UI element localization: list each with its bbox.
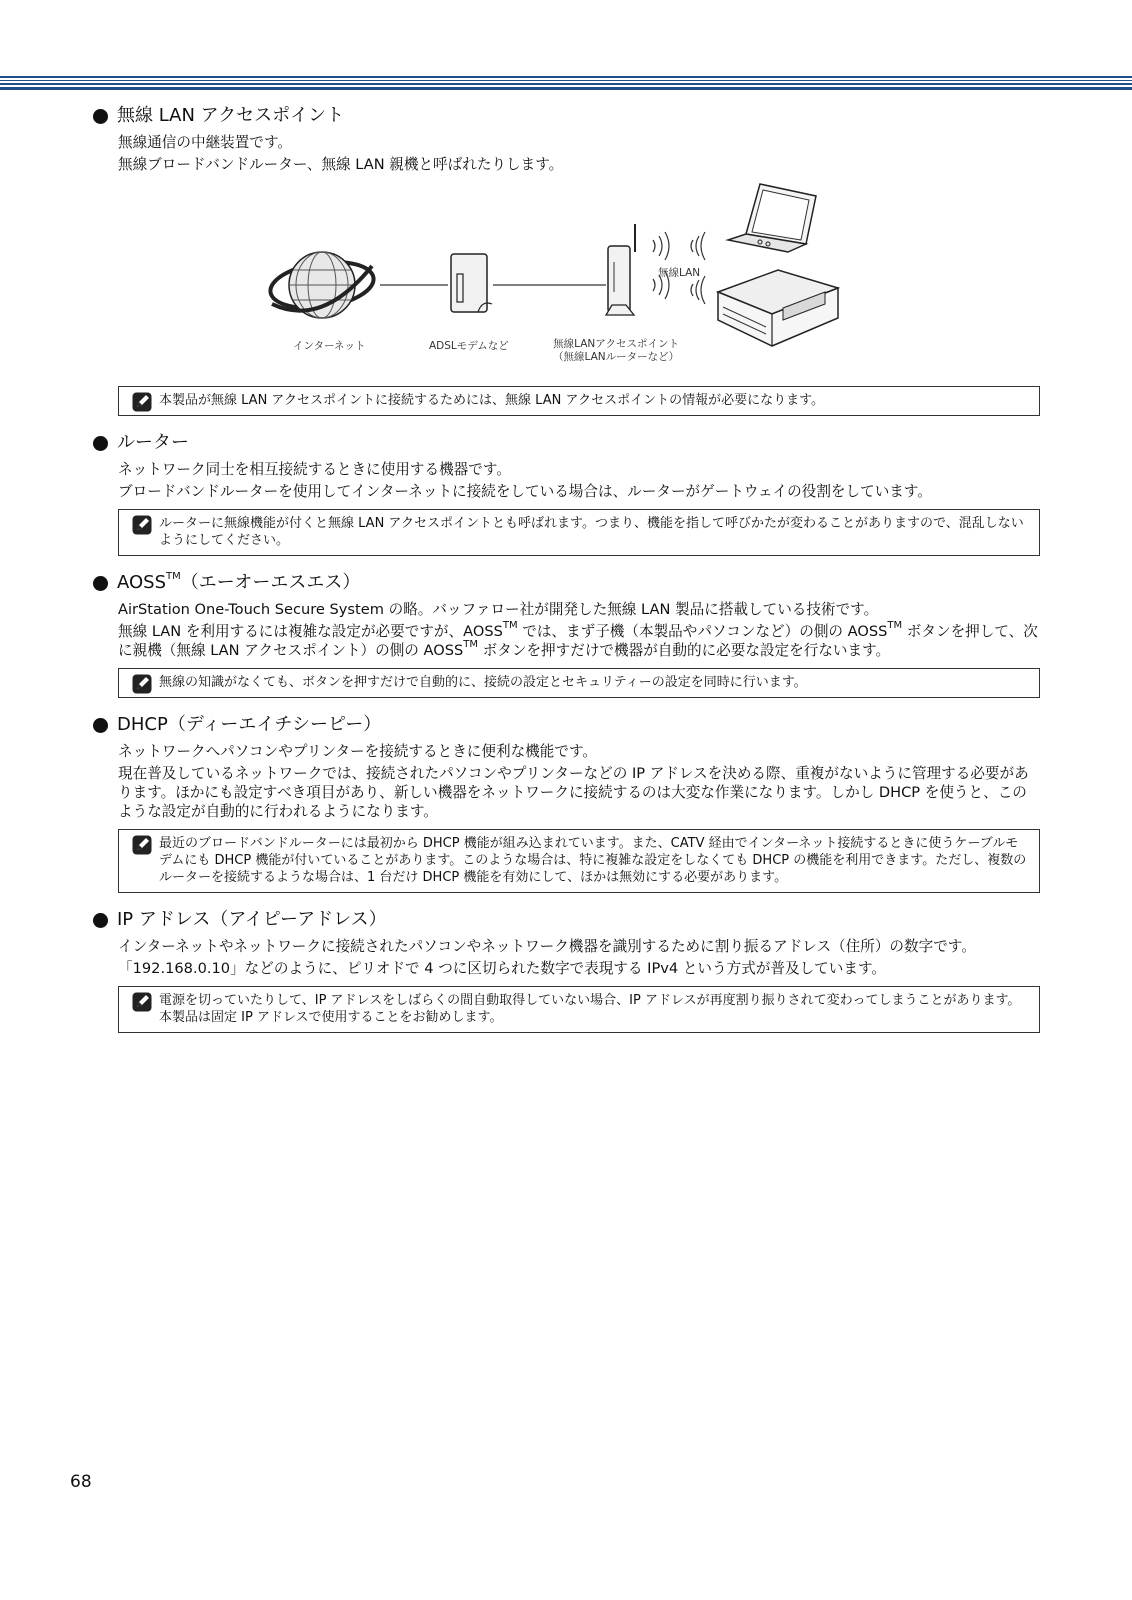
body-line: 無線ブロードバンドルーター、無線 LAN 親機と呼ばれたりします。	[118, 156, 564, 173]
heading-text: ルーター	[117, 432, 189, 453]
body-line: AirStation One-Touch Secure System の略。バッファロー社が開発した無線 LAN 製品に搭載している技術です。	[118, 601, 879, 618]
note-text: 本製品が無線 LAN アクセスポイントに接続するためには、無線 LAN アクセスポイントの情報が必要になります。	[159, 393, 825, 408]
body-line: 無線通信の中継装置です。	[118, 134, 292, 151]
trademark-mark: TM	[463, 639, 479, 651]
bullet-icon	[93, 718, 108, 733]
note-box	[118, 829, 1040, 893]
note-box	[118, 386, 1040, 416]
section-aoss	[93, 570, 1040, 698]
section-body	[118, 937, 1040, 978]
heading-text	[117, 570, 360, 596]
bullet-icon	[93, 109, 108, 124]
heading-aoss: AOSS	[117, 572, 167, 593]
note-text: 無線の知識がなくても、ボタンを押すだけで自動的に、接続の設定とセキュリティーの設定を同時に行います。	[159, 675, 807, 690]
section-ip-address	[93, 907, 1040, 1033]
note-pencil-icon	[132, 835, 152, 855]
note-text: ルーターに無線機能が付くと無線 LAN アクセスポイントとも呼ばれます。つまり、機能を指して呼びかたが変わることがありますので、混乱しないようにしてください。	[159, 516, 1024, 548]
text-run: 無線 LAN を利用するには複雑な設定が必要ですが、AOSS	[118, 623, 503, 640]
heading-text: 無線 LAN アクセスポイント	[117, 105, 345, 126]
note-text: 電源を切っていたりして、IP アドレスをしばらくの間自動取得していない場合、IP アドレスが再度割り振りされて変わってしまうことがあります。本製品は固定 IP アドレスで使用することをお勧めします。	[159, 993, 1021, 1025]
note-box	[118, 668, 1040, 698]
section-dhcp	[93, 712, 1040, 893]
trademark-mark: TM	[502, 620, 518, 632]
body-line: 現在普及しているネットワークでは、接続されたパソコンやプリンターなどの IP アドレスを決める際、重複がないように管理する必要があります。ほかにも設定すべき項目があり、新しい機器をネットワークに接続するのは大変な作業になります。しかし DHCP を使うと、このような設定が自動的に行われるようになります。	[118, 765, 1029, 820]
section-router	[93, 430, 1040, 556]
bullet-icon	[93, 576, 108, 591]
header-rule	[0, 76, 1132, 90]
note-box	[118, 986, 1040, 1033]
note-pencil-icon	[132, 674, 152, 694]
text-run: では、まず子機（本製品やパソコンなど）の側の AOSS	[517, 623, 888, 640]
note-pencil-icon	[132, 392, 152, 412]
page-number: 68	[70, 1472, 92, 1492]
body-line: インターネットやネットワークに接続されたパソコンやネットワーク機器を識別するために割り振るアドレス（住所）の数字です。	[118, 938, 976, 955]
body-line: ブロードバンドルーターを使用してインターネットに接続をしている場合は、ルーターがゲートウェイの役割をしています。	[118, 483, 932, 500]
text-run: ボタンを押すだけで機器が自動的に必要な設定を行ないます。	[478, 642, 891, 659]
section-body	[118, 133, 1040, 174]
page-content	[93, 103, 1040, 1047]
bullet-icon	[93, 436, 108, 451]
section-heading	[93, 570, 1040, 596]
note-pencil-icon	[132, 515, 152, 535]
modem-icon	[451, 254, 492, 312]
section-body	[118, 460, 1040, 501]
text-run: ボタンを押して、次に親機（無線 LAN アクセスポイント）の側の AOSS	[118, 623, 1038, 659]
section-wireless-ap	[93, 103, 1040, 416]
printer-icon	[718, 270, 838, 346]
note-text: 最近のブロードバンドルーターには最初から DHCP 機能が組み込まれています。また、CATV 経由でインターネット接続するときに使うケーブルモデムにも DHCP 機能が付いていることがあります。このような場合は、特に複雑な設定をしなくても DHCP の機能を利用できます。ただし、複数のルーターを接続するような場合は、1 台だけ DHCP 機能を有効にして、ほかは無効にする必要があります。	[159, 836, 1027, 885]
bullet-icon	[93, 913, 108, 928]
section-body	[118, 600, 1040, 660]
heading-text: IP アドレス（アイピーアドレス）	[117, 909, 387, 930]
section-body	[118, 742, 1040, 821]
network-diagram	[118, 182, 1040, 382]
trademark-mark: TM	[887, 620, 903, 632]
heading-text: DHCP（ディーエイチシーピー）	[117, 714, 382, 735]
label-access-point	[553, 338, 679, 364]
section-heading	[93, 907, 1040, 933]
label-wireless-lan: 無線LAN	[658, 267, 701, 279]
trademark-mark: TM	[166, 571, 181, 582]
section-heading	[93, 712, 1040, 738]
label-ap-line2: （無線LANルーターなど）	[553, 351, 680, 363]
note-pencil-icon	[132, 992, 152, 1012]
laptop-icon	[728, 184, 816, 252]
body-line	[118, 622, 1040, 660]
note-box	[118, 509, 1040, 556]
body-line: ネットワーク同士を相互接続するときに使用する機器です。	[118, 461, 511, 478]
section-heading	[93, 103, 1040, 129]
body-line: ネットワークへパソコンやプリンターを接続するときに便利な機能です。	[118, 743, 597, 760]
label-ap-line1: 無線LANアクセスポイント	[553, 338, 679, 350]
label-modem: ADSLモデムなど	[429, 340, 509, 352]
access-point-icon	[606, 224, 635, 315]
label-internet: インターネット	[293, 340, 366, 352]
body-line: 「192.168.0.10」などのように、ピリオドで 4 つに区切られた数字で表現する IPv4 という方式が普及しています。	[118, 960, 886, 977]
globe-icon	[267, 252, 376, 318]
section-heading	[93, 430, 1040, 456]
heading-reading: （エーオーエスエス）	[180, 572, 361, 593]
